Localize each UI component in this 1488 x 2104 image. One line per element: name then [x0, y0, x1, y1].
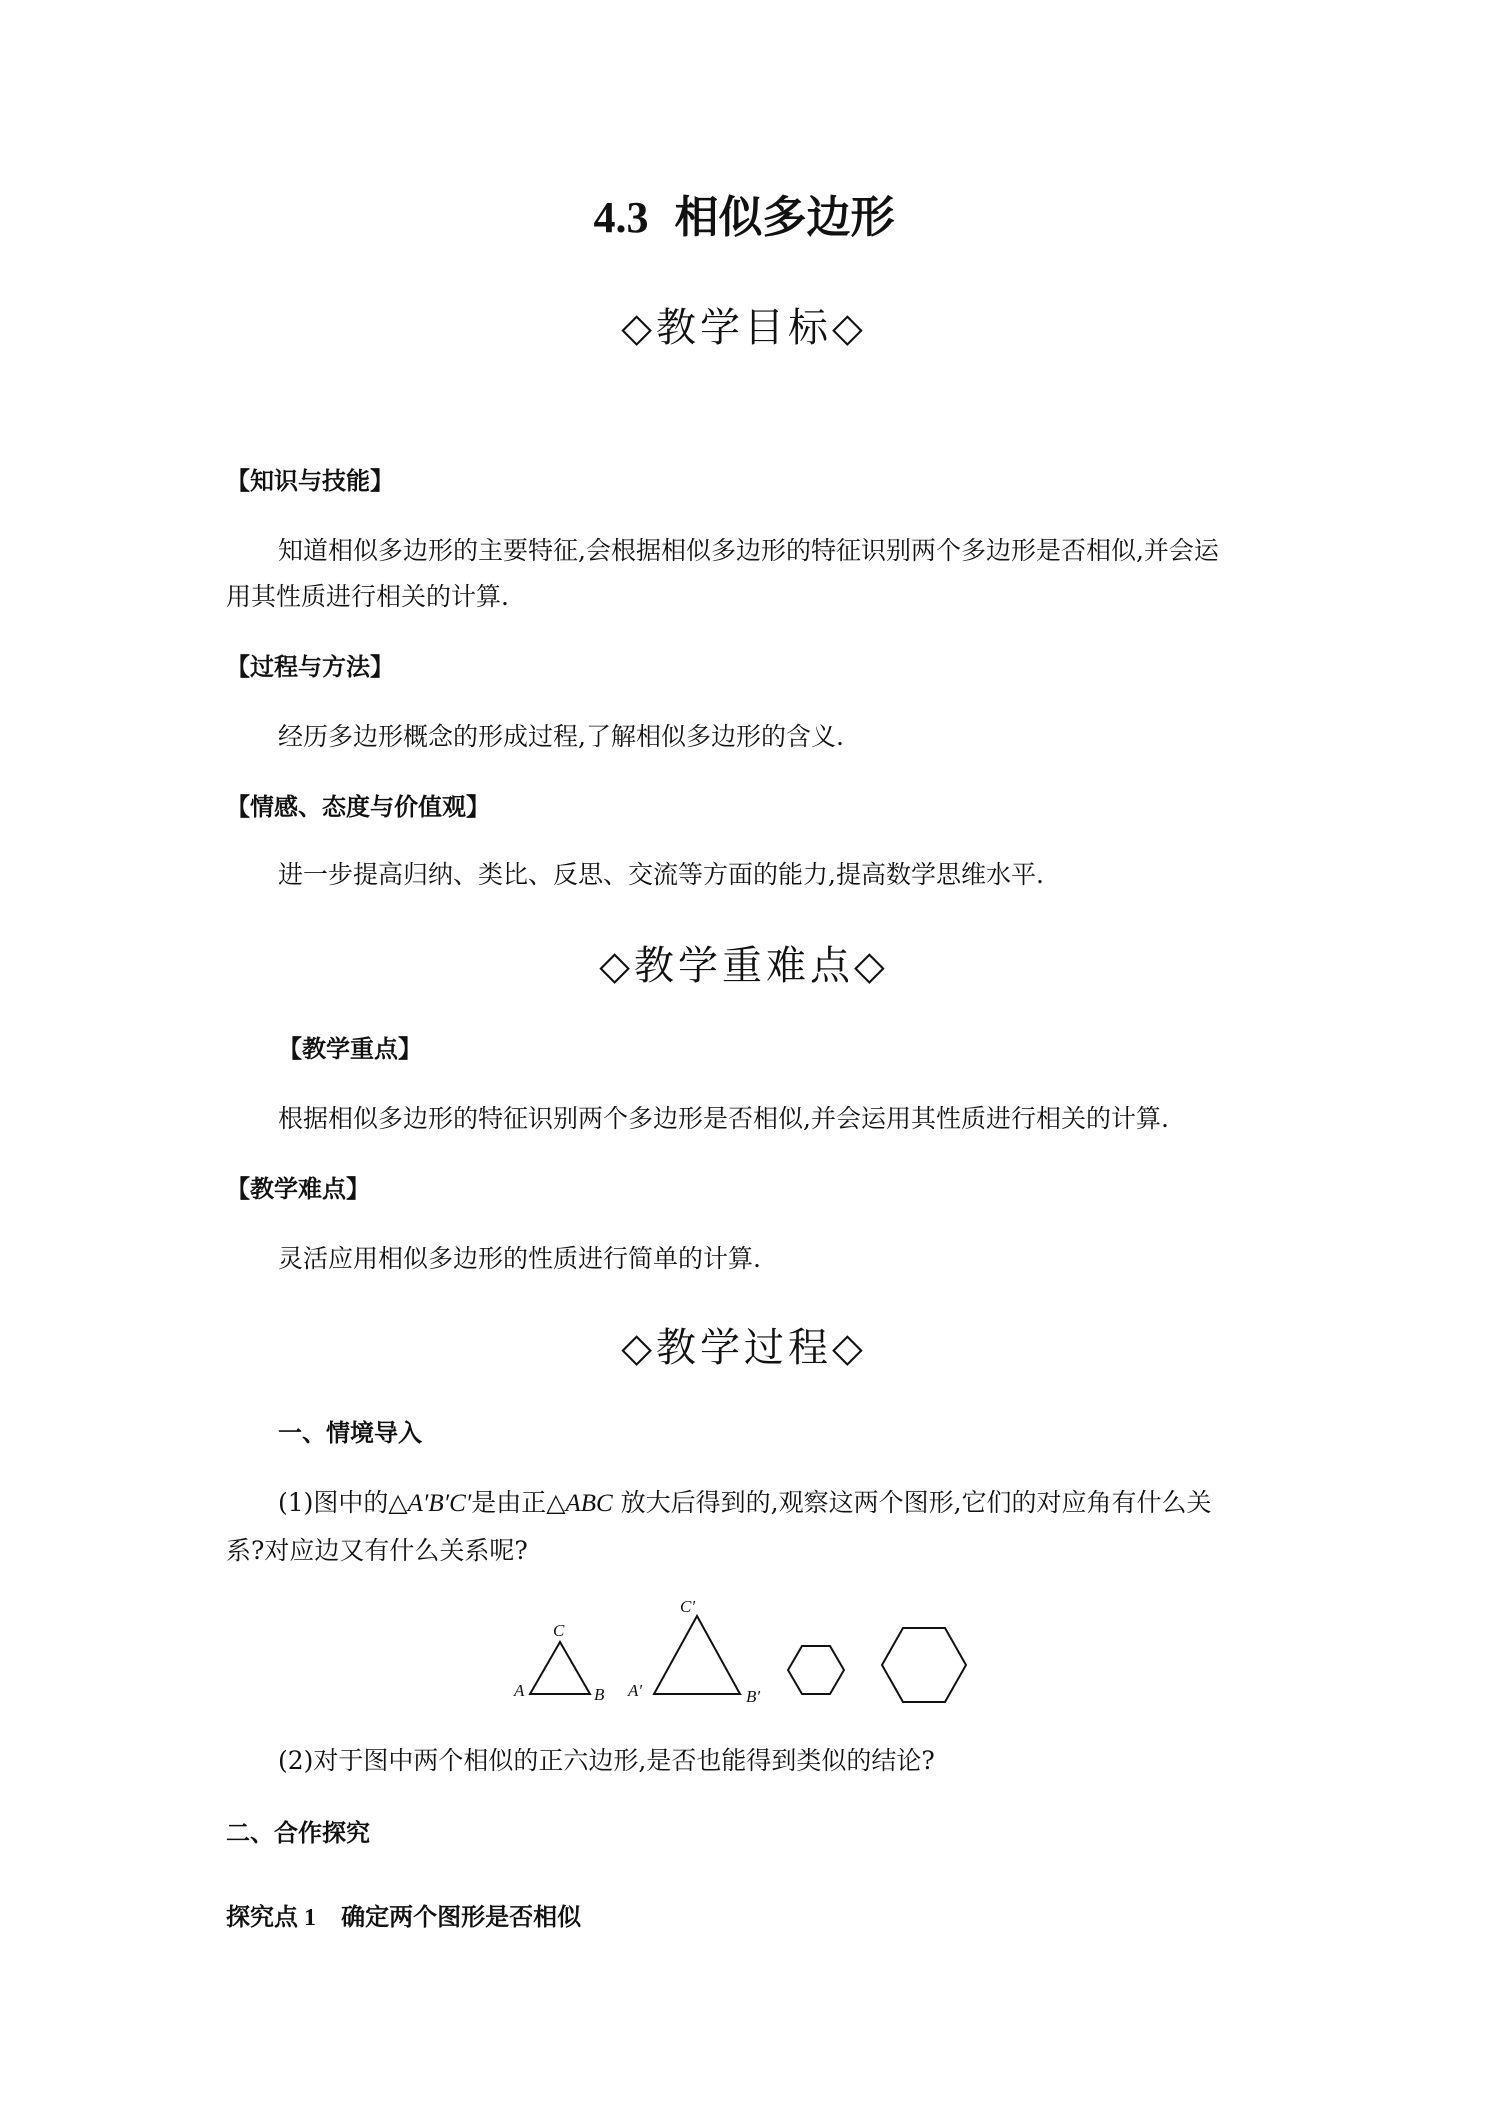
- question-2: (2)对于图中两个相似的正六边形,是否也能得到类似的结论?: [278, 1746, 935, 1775]
- small-hexagon: [788, 1646, 844, 1694]
- large-triangle: [654, 1616, 740, 1694]
- small-triangle: [530, 1642, 590, 1694]
- section-heading-process: ◇教学过程◇: [621, 1325, 867, 1371]
- difficulty-heading: 【教学难点】: [226, 1175, 370, 1203]
- label-large-A: A′: [628, 1681, 643, 1700]
- knowledge-text-line2: 用其性质进行相关的计算.: [226, 582, 509, 611]
- q1-rest: 放大后得到的,观察这两个图形,它们的对应角有什么关: [612, 1488, 1212, 1517]
- section-heading-key-points: ◇教学重难点◇: [599, 943, 889, 989]
- label-small-C: C: [553, 1621, 565, 1640]
- label-small-A: A: [514, 1681, 525, 1700]
- similar-figures: [500, 1590, 1000, 1710]
- question-1-line2: 系?对应边又有什么关系呢?: [226, 1536, 528, 1565]
- label-small-B: B: [594, 1685, 605, 1704]
- knowledge-heading: 【知识与技能】: [226, 467, 394, 495]
- label-large-B: B′: [746, 1687, 761, 1706]
- q1-triangle-small: ABC: [565, 1490, 613, 1517]
- focus-text: 根据相似多边形的特征识别两个多边形是否相似,并会运用其性质进行相关的计算.: [278, 1104, 1169, 1133]
- label-large-C: C′: [680, 1597, 696, 1616]
- knowledge-text-line1: 知道相似多边形的主要特征,会根据相似多边形的特征识别两个多边形是否相似,并会运: [278, 536, 1219, 565]
- explore-label: 探究点 1: [226, 1905, 316, 1931]
- explore-point-heading: [226, 1900, 581, 1935]
- large-hexagon: [882, 1628, 966, 1702]
- process-method-heading: 【过程与方法】: [226, 653, 394, 681]
- q1-prefix: (1)图中的△: [278, 1488, 408, 1517]
- difficulty-text: 灵活应用相似多边形的性质进行简单的计算.: [278, 1244, 761, 1273]
- question-1-line1: [278, 1480, 1212, 1527]
- q1-triangle-large: A′B′C′: [407, 1490, 472, 1517]
- q1-mid: 是由正△: [471, 1488, 566, 1517]
- process-method-text: 经历多边形概念的形成过程,了解相似多边形的含义.: [278, 722, 844, 751]
- intro-heading: 一、情境导入: [278, 1419, 422, 1447]
- page-title: [0, 188, 1488, 248]
- focus-heading: 【教学重点】: [278, 1035, 422, 1063]
- title-number: 4.3: [593, 193, 649, 242]
- title-text: 相似多边形: [674, 192, 895, 243]
- emotion-heading: 【情感、态度与价值观】: [226, 793, 490, 821]
- explore-title: 确定两个图形是否相似: [341, 1903, 582, 1931]
- section-heading-goals: ◇教学目标◇: [621, 305, 867, 351]
- emotion-text: 进一步提高归纳、类比、反思、交流等方面的能力,提高数学思维水平.: [278, 860, 1044, 889]
- cooperation-heading: 二、合作探究: [226, 1819, 370, 1847]
